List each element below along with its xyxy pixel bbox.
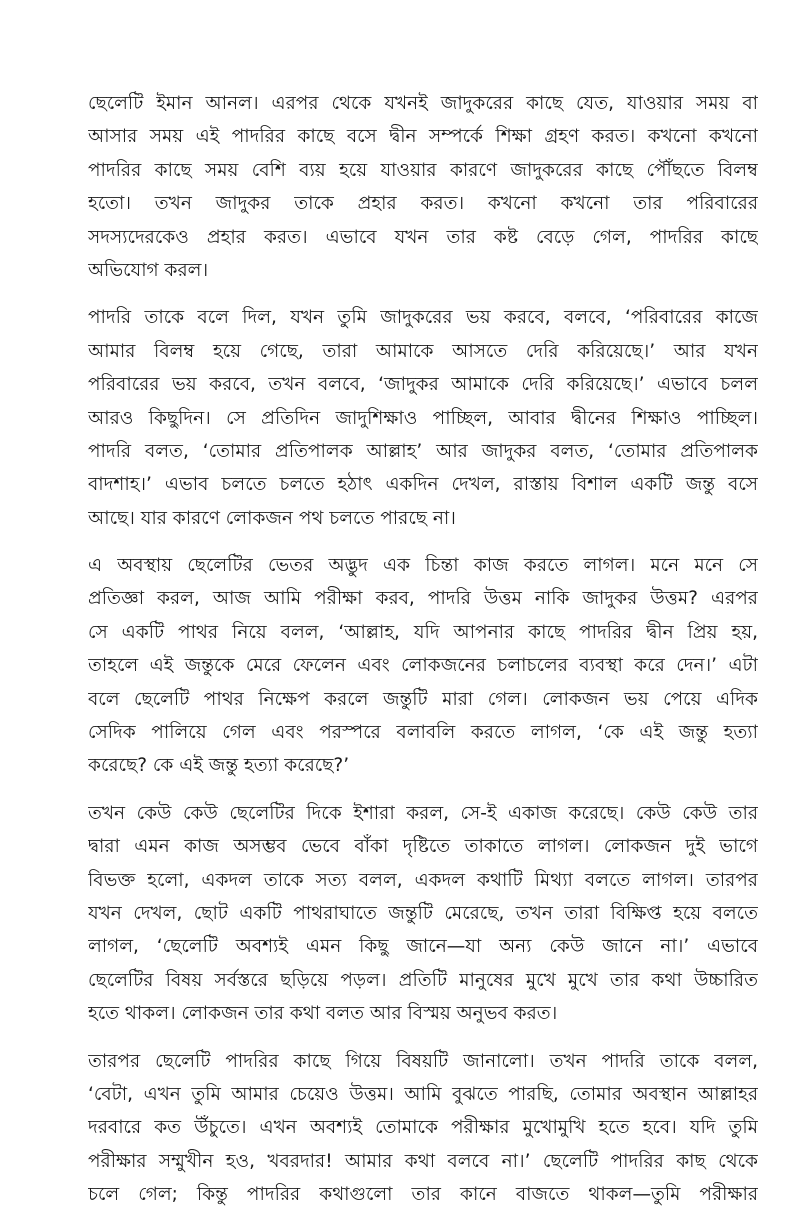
- text-line: পাদরি বলত, ‘তোমার প্রতিপালক আল্লাহ’ আর জাদুকর বলত, ‘তোমার প্রতিপালক: [88, 440, 758, 462]
- text-line: ছেলেটির বিষয় সর্বস্তরে ছড়িয়ে পড়ল। প্রতিটি মানুষের মুখে মুখে তার কথা উচ্চারিত: [88, 969, 758, 991]
- text-line: হতো। তখন জাদুকর তাকে প্রহার করত। কখনো কখনো তার পরিবারের: [88, 193, 758, 215]
- text-line: দরবারে কত উঁচুতে। এখন অবশ্যই তোমাকে পরীক্ষার মুখোমুখি হতে হবে। যদি তুমি: [88, 1117, 758, 1139]
- text-line: আসার সময় এই পাদরির কাছে বসে দ্বীন সম্পর্কে শিক্ষা গ্রহণ করত। কখনো কখনো: [88, 126, 758, 148]
- text-line: বাদশাহ।’ এভাব চলতে চলতে হঠাৎ একদিন দেখল, রাস্তায় বিশাল একটি জন্তু বসে: [88, 474, 758, 496]
- text-line: বলে ছেলেটি পাথর নিক্ষেপ করলে জন্তুটি মারা গেল। লোকজন ভয় পেয়ে এদিক: [88, 688, 758, 710]
- text-line: প্রতিজ্ঞা করল, আজ আমি পরীক্ষা করব, পাদরি উত্তম নাকি জাদুকর উত্তম? এরপর: [88, 588, 758, 610]
- text-line: সদস্যদেরকেও প্রহার করত। এভাবে যখন তার কষ্ট বেড়ে গেল, পাদরির কাছে: [88, 226, 758, 248]
- text-line: তারপর ছেলেটি পাদরির কাছে গিয়ে বিষয়টি জানালো। তখন পাদরি তাকে বলল,: [88, 1050, 758, 1072]
- paragraph-2: [88, 301, 758, 535]
- text-line: সে একটি পাথর নিয়ে বলল, ‘আল্লাহ, যদি আপনার কাছে পাদরির দ্বীন প্রিয় হয়,: [88, 621, 758, 643]
- text-line: করেছে? কে এই জন্তু হত্যা করেছে?’: [88, 755, 350, 777]
- text-line: পরিবারের ভয় করবে, তখন বলবে, ‘জাদুকর আমাকে দেরি করিয়েছে।’ এভাবে চলল: [88, 374, 758, 396]
- text-line: ‘বেটা, এখন তুমি আমার চেয়েও উত্তম। আমি বুঝতে পারছি, তোমার অবস্থান আল্লাহর: [88, 1083, 758, 1105]
- text-line: আরও কিছুদিন। সে প্রতিদিন জাদুশিক্ষাও পাচ্ছিল, আবার দ্বীনের শিক্ষাও পাচ্ছিল।: [88, 407, 758, 429]
- text-line: হতে থাকল। লোকজন তার কথা বলত আর বিস্ময় অনুভব করত।: [88, 1003, 558, 1025]
- paragraph-4: [88, 797, 758, 1031]
- text-line: তখন কেউ কেউ ছেলেটির দিকে ইশারা করল, সে-ই একাজ করেছে। কেউ কেউ তার: [88, 802, 758, 824]
- text-line: এ অবস্থায় ছেলেটির ভেতর অদ্ভুদ এক চিন্তা কাজ করতে লাগল। মনে মনে সে: [88, 555, 758, 577]
- text-line: আমার বিলম্ব হয়ে গেছে, তারা আমাকে আসতে দেরি করিয়েছে।’ আর যখন: [88, 340, 758, 362]
- text-line: পাদরি তাকে বলে দিল, যখন তুমি জাদুকরের ভয় করবে, বলবে, ‘পরিবারের কাজে: [88, 307, 758, 329]
- text-line: দ্বারা এমন কাজ অসম্ভব ভেবে বাঁকা দৃষ্টিতে তাকাতে লাগল। লোকজন দুই ভাগে: [88, 836, 758, 858]
- text-line: অভিযোগ করল।: [88, 259, 209, 281]
- text-line: পরীক্ষার সম্মুখীন হও, খবরদার! আমার কথা বলবে না।’ ছেলেটি পাদরির কাছ থেকে: [88, 1150, 758, 1172]
- text-line: ছেলেটি ইমান আনল। এরপর থেকে যখনই জাদুকরের কাছে যেত, যাওয়ার সময় বা: [88, 93, 758, 114]
- text-line: তাহলে এই জন্তুকে মেরে ফেলেন এবং লোকজনের চলাচলের ব্যবস্থা করে দেন।’ এটা: [88, 655, 758, 677]
- text-line: লাগল, ‘ছেলেটি অবশ্যই এমন কিছু জানে—যা অন্য কেউ জানে না।’ এভাবে: [88, 936, 758, 958]
- paragraph-1: [88, 87, 758, 287]
- paragraph-3: [88, 549, 758, 783]
- paragraph-5: [88, 1045, 758, 1212]
- text-line: পাদরির কাছে সময় বেশি ব্যয় হয়ে যাওয়ার কারণে জাদুকরের কাছে পৌঁছতে বিলম্ব: [88, 159, 758, 181]
- text-line: সেদিক পালিয়ে গেল এবং পরস্পরে বলাবলি করতে লাগল, ‘কে এই জন্তু হত্যা: [88, 722, 758, 744]
- text-line: যখন দেখল, ছোট একটি পাথরাঘাতে জন্তুটি মেরেছে, তখন তারা বিক্ষিপ্ত হয়ে বলতে: [88, 902, 758, 924]
- text-line: আছে। যার কারণে লোকজন পথ চলতে পারছে না।: [88, 507, 456, 529]
- text-line: চলে গেল; কিন্তু পাদরির কথাগুলো তার কানে বাজতে থাকল—তুমি পরীক্ষার: [88, 1184, 758, 1206]
- text-line: বিভক্ত হলো, একদল তাকে সত্য বলল, একদল কথাটি মিথ্যা বলতে লাগল। তারপর: [88, 869, 758, 891]
